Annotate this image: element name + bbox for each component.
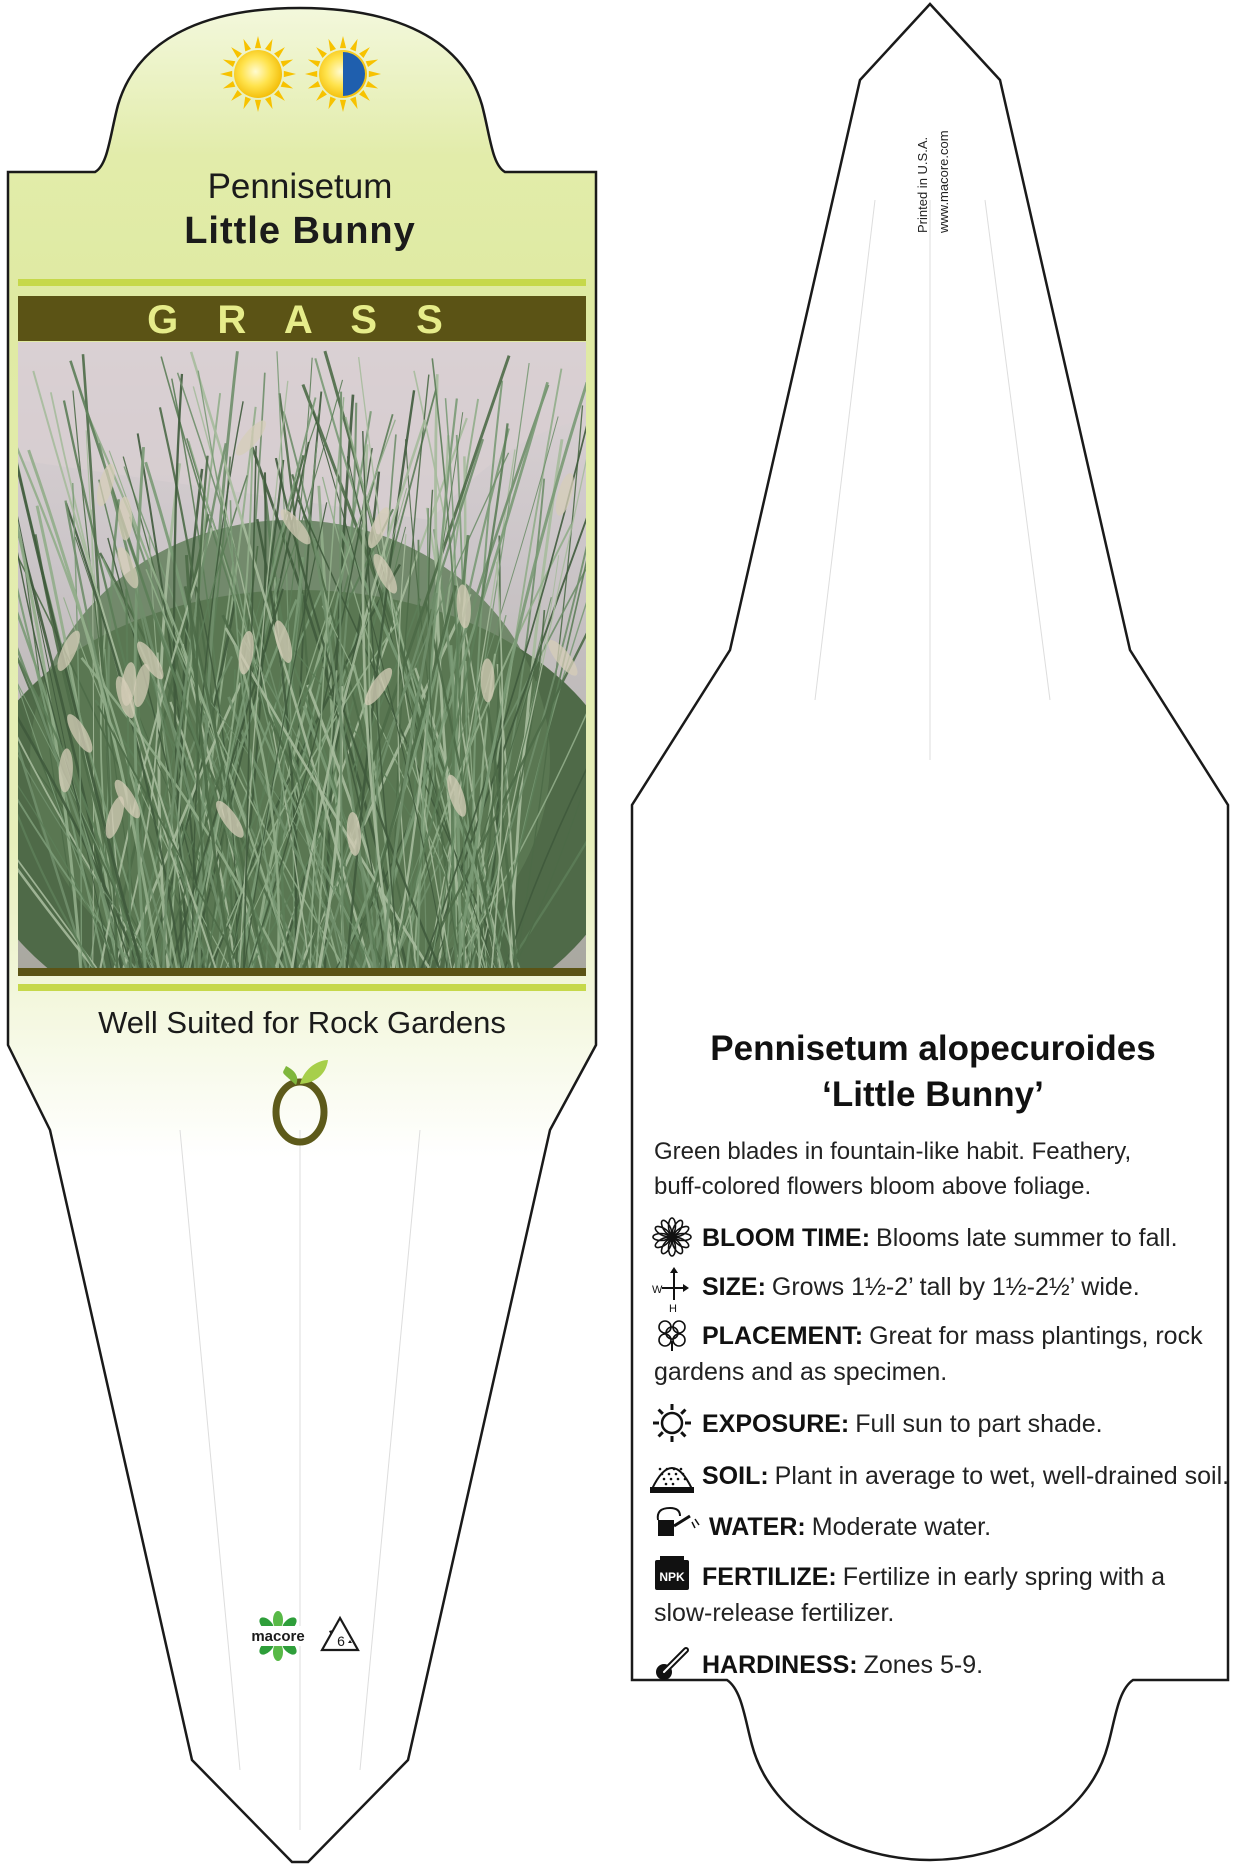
attribute-label: WATER: bbox=[709, 1513, 806, 1541]
attribute-label: HARDINESS: bbox=[702, 1651, 858, 1679]
svg-text:EXPOSURE:Full sun to part shad bbox=[702, 1410, 1103, 1438]
description-line: buff-colored flowers bloom above foliage. bbox=[654, 1173, 1092, 1200]
cultivar-name: Little Bunny bbox=[184, 210, 416, 252]
attribute-value: Full sun to part shade. bbox=[855, 1410, 1103, 1438]
size-w-label: W bbox=[652, 1284, 663, 1296]
front-tag bbox=[0, 8, 685, 1862]
attribute-value: Blooms late summer to fall. bbox=[876, 1224, 1178, 1252]
attribute-label: FERTILIZE: bbox=[702, 1563, 837, 1591]
attribute-label: PLACEMENT: bbox=[702, 1322, 864, 1350]
back-title-line1: Pennisetum alopecuroides bbox=[710, 1029, 1156, 1068]
website: www.macore.com bbox=[936, 130, 951, 233]
attribute-value-cont: slow-release fertilizer. bbox=[654, 1599, 895, 1627]
attribute-value: Great for mass plantings, rock bbox=[869, 1322, 1203, 1350]
attribute-row bbox=[650, 1462, 1229, 1493]
attribute-row bbox=[656, 1650, 983, 1680]
svg-text:PLACEMENT:Great for mass plant bbox=[702, 1322, 1203, 1350]
attribute-value: Moderate water. bbox=[811, 1513, 992, 1541]
back-tag bbox=[632, 4, 1229, 1860]
brand-name: macore bbox=[251, 1628, 305, 1645]
attribute-value: Grows 1½-2’ tall by 1½-2½’ wide. bbox=[771, 1273, 1140, 1301]
lime-rule-bottom bbox=[18, 984, 586, 991]
category-label: G R A S S bbox=[147, 298, 457, 342]
npk-icon bbox=[655, 1556, 689, 1590]
attribute-label: SIZE: bbox=[702, 1273, 766, 1301]
npk-label: NPK bbox=[659, 1570, 685, 1584]
svg-text:WATER:Moderate water. bbox=[709, 1513, 991, 1541]
back-title-line2: ‘Little Bunny’ bbox=[822, 1075, 1044, 1114]
attribute-row bbox=[653, 1404, 1103, 1442]
attribute-row bbox=[653, 1218, 1178, 1256]
svg-text:BLOOM TIME:Blooms late summer bbox=[702, 1224, 1178, 1252]
attribute-label: SOIL: bbox=[702, 1462, 769, 1490]
lime-rule-top bbox=[18, 279, 586, 286]
attribute-label: EXPOSURE: bbox=[702, 1410, 850, 1438]
photo-base-band bbox=[18, 968, 586, 976]
plant-photo bbox=[0, 342, 685, 1050]
svg-text:FERTILIZE:Fertilize in early s bbox=[702, 1563, 1165, 1591]
attribute-value: Zones 5-9. bbox=[863, 1651, 984, 1679]
genus-name: Pennisetum bbox=[207, 167, 393, 206]
svg-text:SOIL:Plant in average to wet, bbox=[702, 1462, 1229, 1490]
description-line: Green blades in fountain-like habit. Feathery, bbox=[654, 1138, 1132, 1165]
attribute-value: Plant in average to wet, well-drained soil. bbox=[774, 1462, 1230, 1490]
full-sun-icon bbox=[220, 36, 296, 112]
recycle-code: 6 bbox=[337, 1633, 345, 1649]
size-h-label: H bbox=[669, 1303, 677, 1315]
tagline: Well Suited for Rock Gardens bbox=[98, 1005, 506, 1040]
printed-in-usa: Printed in U.S.A. bbox=[915, 136, 930, 233]
attribute-label: BLOOM TIME: bbox=[702, 1224, 871, 1252]
attribute-value: Fertilize in early spring with a bbox=[842, 1563, 1166, 1591]
part-sun-icon bbox=[305, 36, 381, 112]
attribute-value-cont: gardens and as specimen. bbox=[654, 1358, 948, 1386]
svg-text:HARDINESS:Zones 5-9. bbox=[702, 1651, 983, 1679]
